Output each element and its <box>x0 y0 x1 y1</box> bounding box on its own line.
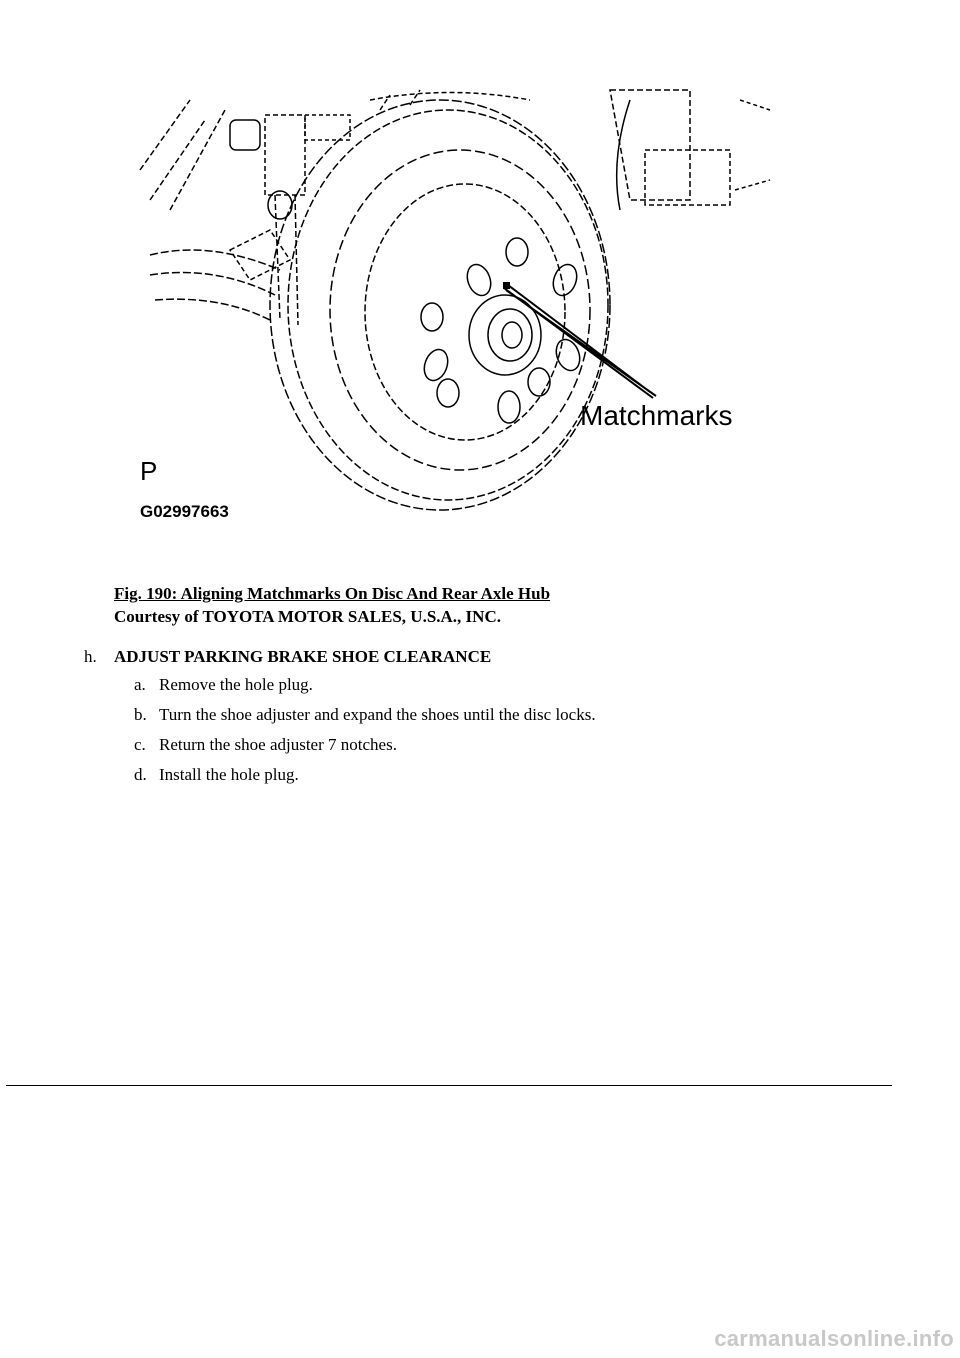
substep-text: Remove the hole plug. <box>159 675 313 694</box>
substep-list <box>134 674 596 794</box>
figure-code: G02997663 <box>140 502 229 521</box>
figure-title: Fig. 190: Aligning Matchmarks On Disc And Rear Axle Hub <box>114 584 551 603</box>
substep-text: Turn the shoe adjuster and expand the shoes until the disc locks. <box>159 705 596 724</box>
view-marker: P <box>140 456 158 486</box>
substep-item <box>134 704 596 734</box>
substep-text: Install the hole plug. <box>159 765 299 784</box>
step-letter: h. <box>84 647 97 666</box>
matchmarks-callout: Matchmarks <box>580 400 733 431</box>
step-heading: ADJUST PARKING BRAKE SHOE CLEARANCE <box>114 647 492 666</box>
substep-letter: b. <box>134 705 147 724</box>
substep-item <box>134 764 596 794</box>
site-watermark: carmanualsonline.info <box>714 1326 954 1351</box>
page-divider <box>6 1085 892 1086</box>
brake-disc-illustration <box>130 80 780 525</box>
substep-item <box>134 734 596 764</box>
matchmark-indicator <box>503 282 510 289</box>
substep-text: Return the shoe adjuster 7 notches. <box>159 735 397 754</box>
procedure-step <box>84 646 491 668</box>
substep-letter: a. <box>134 675 146 694</box>
figure-courtesy: Courtesy of TOYOTA MOTOR SALES, U.S.A., INC. <box>114 607 501 626</box>
substep-letter: d. <box>134 765 147 784</box>
figure-caption <box>114 582 550 628</box>
brake-disc-drawing <box>130 80 780 525</box>
substep-letter: c. <box>134 735 146 754</box>
substep-item <box>134 674 596 704</box>
